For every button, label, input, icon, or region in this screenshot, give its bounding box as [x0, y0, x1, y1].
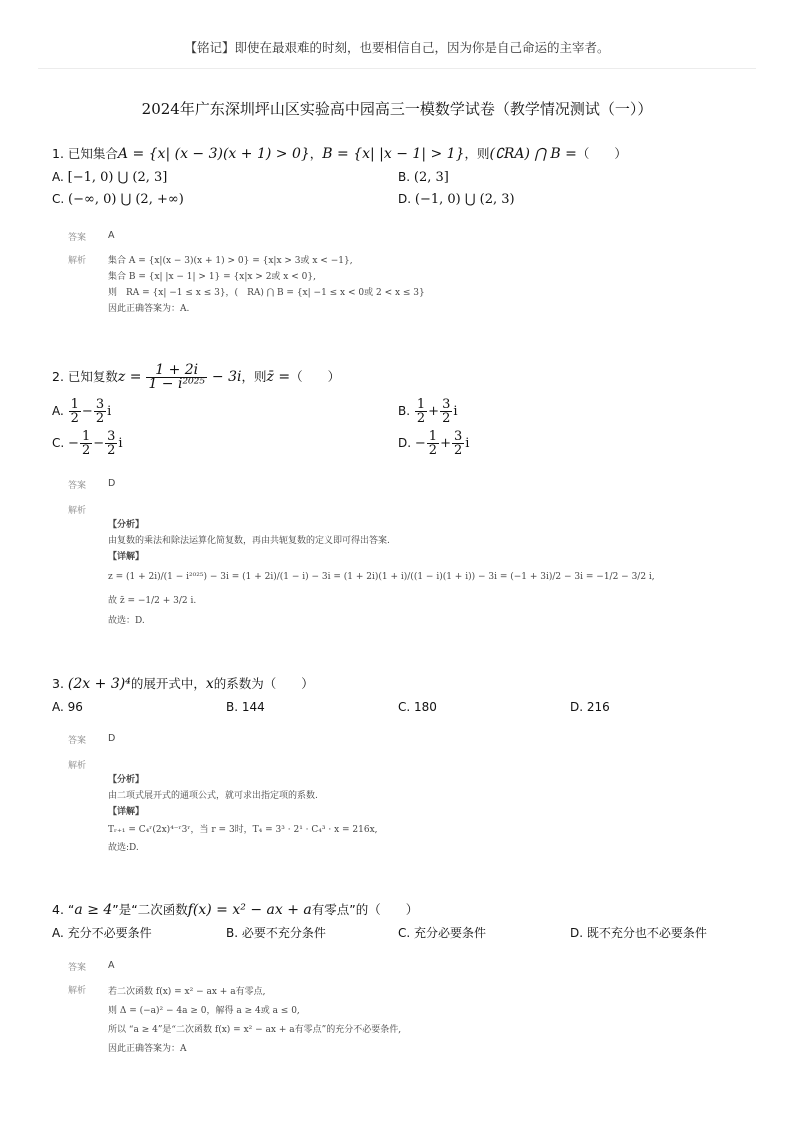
- question-2-analysis: [68, 503, 748, 633]
- analysis-body: 集合 A = {x|(x − 3)(x + 1) > 0} = {x|x > 3或 x < −1}, 集合 B = {x| |x − 1| > 1} = {x|x > 2或 x < 0}, 则 RA = {x| −1 ≤ x ≤ 3}，( RA) ⋂ B = {x| −1 ≤ x < 0或 2 < x ≤ 3} 因此正确答案为：A.: [108, 256, 425, 314]
- option-d[interactable]: D. (−1, 0) ⋃ (2, 3): [398, 192, 515, 207]
- analysis-label: 解析: [68, 256, 87, 266]
- question-3: [52, 672, 752, 718]
- option-a[interactable]: A. 充分不必要条件: [52, 926, 152, 940]
- option-d[interactable]: D. 216: [570, 700, 610, 714]
- answer-value: D: [108, 733, 116, 744]
- option-c[interactable]: C. − $\frac{1}{2}$ − $\frac{3}{2}$ i: [52, 429, 123, 458]
- analysis-label: 解析: [68, 986, 87, 996]
- option-b[interactable]: B. (2, 3]: [398, 170, 449, 185]
- question-1: [52, 142, 752, 210]
- question-2-stem: 2. 已知复数z = $\frac{1 + 2i}{\text{1 − i²⁰²⁵}}$ − 3i，则z̄ =（ ）: [52, 362, 341, 392]
- answer-value: D: [108, 478, 116, 489]
- question-4: [52, 898, 752, 944]
- analysis-body: 【分析】 由复数的乘法和除法运算化简复数，再由共轭复数的定义即可得出答案. 【详解】 z = (1 + 2i)/(1 − i²⁰²⁵) − 3i = (1 + 2i)/(1 − i) − 3i = (1 + 2i)(1 + i)/((1 − i)(1 + i)) − 3i = (−1 + 3i)/2 − 3i = −1/2 − 3/2 i, 故 z̄ = −1/2 + 3/2 i. 故选：D.: [108, 520, 655, 626]
- question-2: [52, 360, 752, 462]
- question-2-options-row1: [52, 398, 752, 430]
- analysis-label: 解析: [68, 761, 87, 771]
- question-1-stem: 1. 已知集合A = {x| (x − 3)(x + 1) > 0}，B = {x| |x − 1| > 1}，则(∁RA) ⋂ B =（ ）: [52, 146, 627, 162]
- answer-label: 答案: [68, 963, 87, 973]
- answer-value: A: [108, 960, 115, 971]
- option-c[interactable]: C. 充分必要条件: [398, 926, 487, 940]
- motto-banner: 【铭记】即使在最艰难的时刻，也要相信自己，因为你是自己命运的主宰者。: [184, 40, 610, 55]
- answer-label: 答案: [68, 481, 87, 491]
- analysis-body: 若二次函数 f(x) = x² − ax + a有零点, 则 Δ = (−a)² − 4a ≥ 0，解得 a ≥ 4或 a ≤ 0, 所以 “a ≥ 4”是“二次函数 f(x) = x² − ax + a有零点”的充分不必要条件, 因此正确答案为：A: [108, 987, 402, 1054]
- analysis-label: 解析: [68, 506, 87, 516]
- header-divider: [38, 68, 756, 69]
- answer-label: 答案: [68, 233, 87, 243]
- option-d[interactable]: D. − $\frac{1}{2}$ + $\frac{3}{2}$ i: [398, 429, 470, 458]
- page-title: 2024年广东深圳坪山区实验高中园高三一模数学试卷（教学情况测试（一））: [141, 100, 653, 118]
- fraction: $\frac{1 + 2i}{\text{1 − i²⁰²⁵}}$: [148, 362, 205, 392]
- option-c[interactable]: C. 180: [398, 700, 437, 714]
- answer-label: 答案: [68, 736, 87, 746]
- option-a[interactable]: A. $\frac{1}{2}$ − $\frac{3}{2}$ i: [52, 397, 112, 426]
- analysis-body: 【分析】 由二项式展开式的通项公式，就可求出指定项的系数. 【详解】 Tᵣ₊₁ = C₄ʳ(2x)⁴⁻ʳ3ʳ，当 r = 3时，T₄ = 3³ · 2¹ · C₄³ · x = 216x, 故选:D.: [108, 775, 378, 853]
- question-4-stem: 4. “a ≥ 4”是“二次函数f(x) = x² − ax + a有零点”的（ ）: [52, 902, 419, 918]
- option-c[interactable]: C. (−∞, 0) ⋃ (2, +∞): [52, 192, 184, 207]
- option-a[interactable]: A. 96: [52, 700, 83, 714]
- question-1-options-row2: [52, 188, 752, 210]
- option-b[interactable]: B. 144: [226, 700, 265, 714]
- question-2-options-row2: [52, 430, 752, 462]
- question-3-stem: 3. (2x + 3)⁴的展开式中，x的系数为（ ）: [52, 676, 314, 692]
- question-1-options-row1: [52, 166, 752, 188]
- question-1-analysis: [68, 253, 748, 333]
- question-4-analysis: [68, 983, 748, 1063]
- question-3-options: [52, 696, 752, 718]
- option-b[interactable]: B. 必要不充分条件: [226, 926, 326, 940]
- option-b[interactable]: B. $\frac{1}{2}$ + $\frac{3}{2}$ i: [398, 397, 458, 426]
- answer-value: A: [108, 230, 115, 241]
- question-3-analysis: [68, 758, 748, 868]
- question-4-options: [52, 922, 752, 944]
- option-a[interactable]: A. [−1, 0) ⋃ (2, 3]: [52, 170, 168, 185]
- option-d[interactable]: D. 既不充分也不必要条件: [570, 926, 707, 940]
